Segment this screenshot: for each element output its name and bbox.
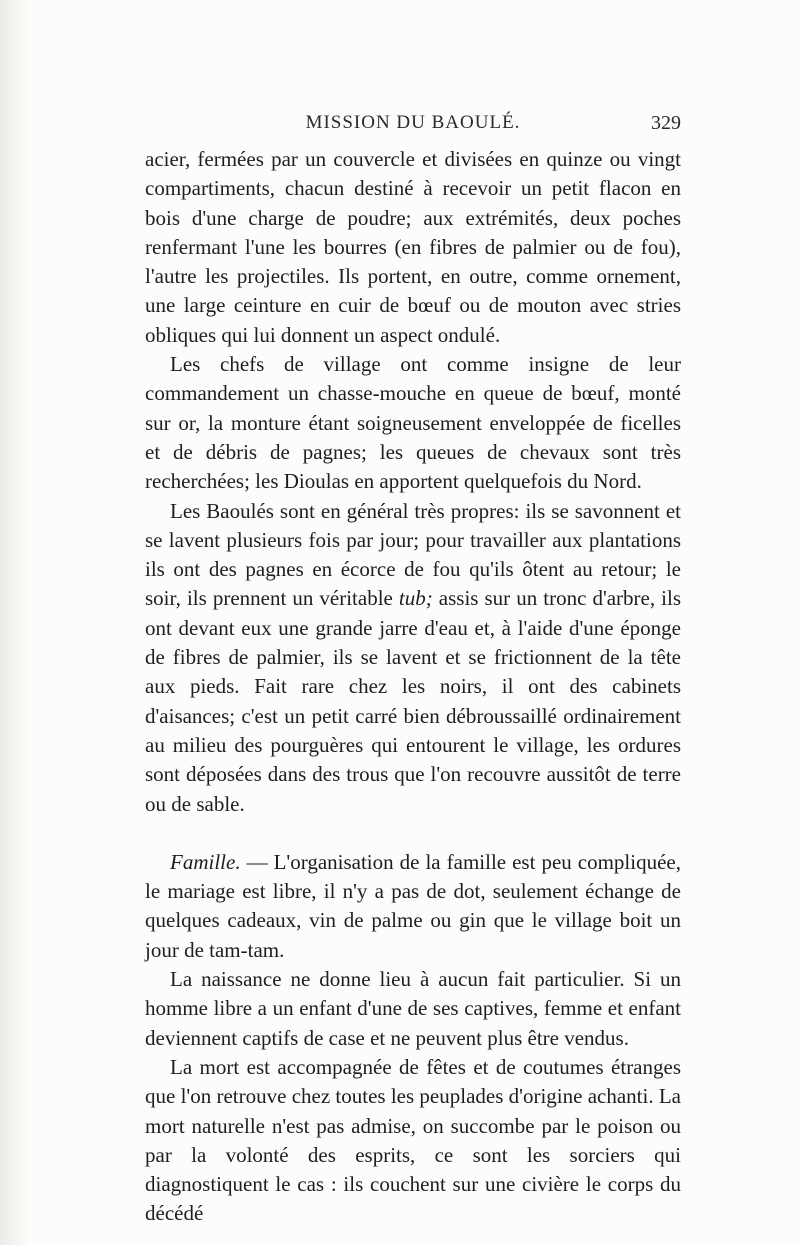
paragraph-continuation: acier, fermées par un couvercle et divisées en quinze ou vingt compartiments, chacun destiné à recevoir un petit flacon en bois d'une charge de poudre; aux extrémités, deux poches renfermant l'une les bourres (en fibres de palmier ou de fou), l'autre les projectiles. Ils portent, en outre, comme ornement, une large ceinture en cuir de bœuf ou de mouton avec stries obliques qui lui donnent un aspect ondulé. xyxy=(145,147,681,347)
paragraph-birth: La naissance ne donne lieu à aucun fait particulier. Si un homme libre a un enfant d'une de ses captives, femme et enfant deviennent captifs de case et ne peuvent plus être vendus. xyxy=(145,967,681,1050)
hygiene-italic-term: tub; xyxy=(398,586,433,611)
scan-edge-shadow xyxy=(0,0,30,1245)
paragraph-family xyxy=(145,848,681,965)
hygiene-text-after: assis sur un tronc d'arbre, ils ont devant eux une grande jarre d'eau et, à l'aide d'une éponge de fibres de palmier, ils se lavent et se frictionnent de la tête aux pieds. Fait rare chez les noirs, il ont des cabinets d'aisances; c'est un petit carré bien débroussaillé ordinairement au milieu des pourguères qui entourent le village, les ordures sont déposées dans des trous que l'on recouvre aussitôt de terre ou de sable. xyxy=(145,586,681,816)
hygiene-text-before: Les Baoulés sont en général très propres: ils se savonnent et se lavent plusieurs fois par jour; pour travailler aux plantations ils ont des pagnes en écorce de fou qu'ils ôtent au retour; le soir, ils prennent un véritable xyxy=(145,498,681,611)
section-heading-family: Famille. xyxy=(170,849,241,874)
paragraph-hygiene xyxy=(145,497,681,819)
body-text xyxy=(145,145,681,1229)
page-header xyxy=(145,112,681,142)
family-text: — L'organisation de la famille est peu compliquée, le mariage est libre, il n'y a pas de dot, seulement échange de quelques cadeaux, vin de palme ou gin que le village boit un jour de tam-tam. xyxy=(145,849,681,962)
running-head: MISSION DU BAOULÉ. xyxy=(305,112,521,133)
paragraph-chiefs: Les chefs de village ont comme insigne de leur commandement un chasse-mouche en queue de bœuf, monté sur or, la monture étant soigneusement enveloppée de ficelles et de débris de pagnes; les queues de chevaux sont très recherchées; les Dioulas en apportent quelquefois du Nord. xyxy=(145,352,681,494)
page-number: 329 xyxy=(651,112,681,134)
paragraph-death: La mort est accompagnée de fêtes et de coutumes étranges que l'on retrouve chez toutes les peuplades d'origine achanti. La mort naturelle n'est pas admise, on succombe par le poison ou par la volonté des esprits, ce sont les sorciers qui diagnostiquent le cas : ils couchent sur une civière le corps du décédé xyxy=(145,1054,681,1226)
